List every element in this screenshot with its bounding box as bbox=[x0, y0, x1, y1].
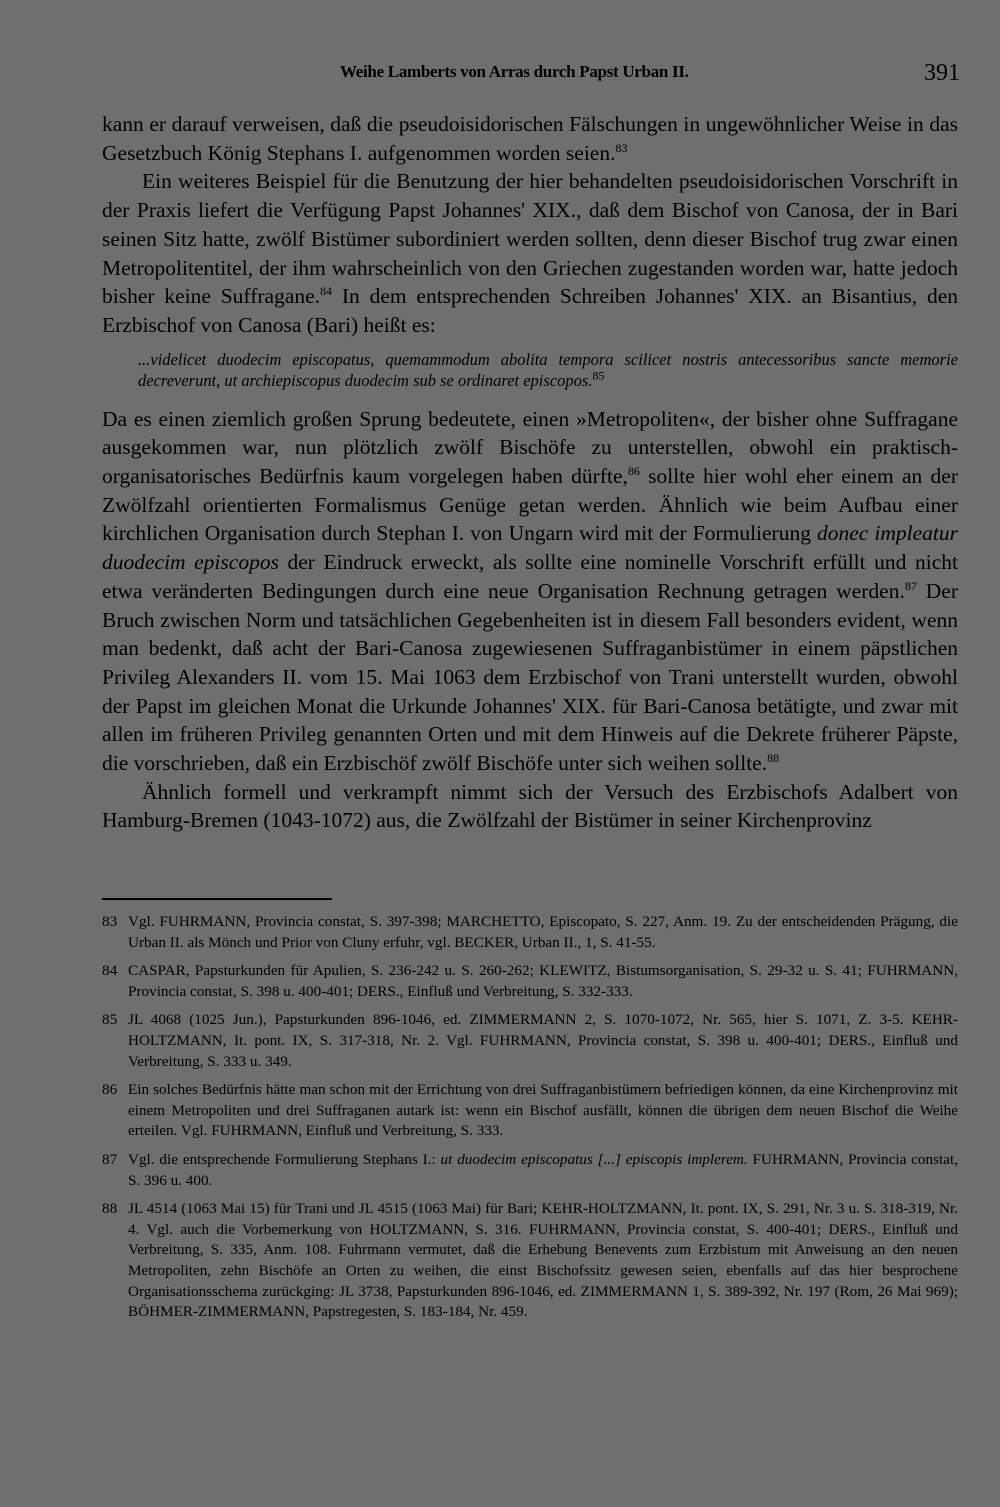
paragraph-text: Da es einen ziemlich großen Sprung bedeutete, einen »Metropoliten«, der bisher ohne Suffragane ausgekommen war, nun plötzlich zwölf Bischöfe zu unterstellen, obwohl ein praktisch-organisatorisches Bedürfnis kaum vorgelegen haben dürfte, bbox=[102, 406, 958, 489]
paragraph-text: In dem entsprechenden Schreiben Johannes' XIX. an Bisantius, den Erzbischof von Canosa (Bari) heißt es: bbox=[102, 284, 958, 337]
footnote-text bbox=[128, 1150, 958, 1191]
paragraph-text: der Eindruck erweckt, als sollte eine nominelle Vorschrift erfüllt und nicht etwa veränderten Bedingungen durch eine neue Organisation Rechnung getragen werden. bbox=[102, 550, 958, 603]
paragraph-text: kann er darauf verweisen, daß die pseudoisidorischen Fälschungen in ungewöhnlicher Weise in das Gesetzbuch König Stephans I. aufgenommen worden seien. bbox=[102, 112, 958, 165]
paragraph-1 bbox=[102, 110, 958, 167]
footnote-ref: 84 bbox=[320, 284, 333, 299]
italic-quotation: donec impleatur duodecim episcopos bbox=[102, 521, 958, 575]
footnote-text: Ein solches Bedürfnis hätte man schon mit der Errichtung von drei Suffraganbistümern befriedigen können, da eine Kirchenprovinz mit einem Metropoliten und drei Suffraganen autark ist: wenn ein Bischof ausfällt, können die übrigen dem neuen Bischof die Weihe erteilen. Vgl. FUHRMANN, Einfluß und Verbreitung, S. 333. bbox=[128, 1081, 958, 1140]
footnote-84 bbox=[102, 961, 958, 1002]
paragraph-text: sollte hier wohl eher einem an der Zwölfzahl orientierten Formalismus Genüge getan werden. Ähnlich wie beim Aufbau einer kirchlichen Organisation durch Stephan I. von Ungarn wird mit der Formulierung bbox=[102, 464, 958, 546]
footnote-85 bbox=[102, 1010, 958, 1072]
paragraph-3 bbox=[102, 405, 958, 778]
footnote-ref: 86 bbox=[627, 463, 640, 478]
footnote-text: CASPAR, Papsturkunden für Apulien, S. 236-242 u. S. 260-262; KLEWITZ, Bistumsorganisation, S. 29-32 u. S. 41; FUHRMANN, Provincia constat, S. 398 u. 400-401; DERS., Einfluß und Verbreitung, S. 332-333. bbox=[128, 962, 958, 1000]
paragraph-2 bbox=[102, 167, 958, 339]
footnote-number: 84 bbox=[102, 962, 118, 980]
footnote-number: 86 bbox=[102, 1081, 118, 1099]
paragraph-text: Der Bruch zwischen Norm und tatsächlichen Gegebenheiten ist in diesem Fall besonders evident, wenn man bedenkt, daß acht der Bari-Canosa zugewiesenen Suffraganbistümer in einem päpstlichen Privileg Alexanders II. vom 15. Mai 1063 dem Erzbischof von Trani unterstellt wurden, obwohl der Papst im gleichen Monat die Urkunde Johannes' XIX. für Bari-Canosa betätigte, und zwar mit allen im früheren Privileg genannten Orten und mit dem Hinweis auf die Dekrete früherer Päpste, die vorschrieben, daß ein Erzbischöf zwölf Bischöfe unter sich weihen sollte. bbox=[102, 578, 958, 776]
page-number: 391 bbox=[924, 60, 960, 86]
footnote-number: 83 bbox=[102, 913, 118, 930]
paragraph-text: Ein weiteres Beispiel für die Benutzung der hier behandelten pseudoisidorischen Vorschrift in der Praxis liefert die Verfügung Papst Johannes' XIX., daß dem Bischof von Canosa, der in Bari seinen Sitz hatte, zwölf Bistümer subordiniert werden sollten, denn dieser Bischof trug zwar einen Metropolitentitel, der ihm wahrscheinlich von den Griechen zugestanden worden war, hatte jedoch bisher keine Suffragane. bbox=[102, 169, 958, 309]
footnote-87 bbox=[102, 1150, 958, 1191]
footnote-divider bbox=[102, 898, 332, 900]
footnote-number: 87 bbox=[102, 1150, 118, 1168]
paragraph-4 bbox=[102, 778, 958, 835]
footnote-83 bbox=[102, 912, 958, 953]
footnote-text-part: FUHRMANN, Provincia constat, S. 396 u. 400. bbox=[128, 1150, 958, 1189]
footnote-ref: 83 bbox=[615, 140, 628, 155]
footnotes bbox=[102, 912, 958, 1331]
footnote-86 bbox=[102, 1080, 958, 1142]
footnote-italic-quotation: ut duodecim episcopatus [...] episcopis implerem. bbox=[440, 1150, 748, 1168]
footnote-ref: 87 bbox=[904, 578, 917, 593]
footnote-88 bbox=[102, 1199, 958, 1323]
quotation-text: ...videlicet duodecim episcopatus, quemammodum abolita tempora scilicet nostris antecessoribus sancte memorie decreverunt, ut archiepiscopus duodecim sub se ordinaret episcopos. bbox=[138, 349, 958, 390]
latin-quotation bbox=[138, 349, 958, 391]
running-head: Weihe Lamberts von Arras durch Papst Urban II. bbox=[340, 62, 689, 81]
footnote-ref: 88 bbox=[767, 750, 780, 765]
footnote-number: 88 bbox=[102, 1200, 118, 1218]
page-header bbox=[100, 60, 960, 88]
paragraph-text: Ähnlich formell und verkrampft nimmt sich der Versuch des Erzbischofs Adalbert von Hamburg-Bremen (1043-1072) aus, die Zwölfzahl der Bistümer in seiner Kirchenprovinz bbox=[102, 779, 958, 833]
footnote-text: JL 4068 (1025 Jun.), Papsturkunden 896-1046, ed. ZIMMERMANN 2, S. 1070-1072, Nr. 565, hier S. 1071, Z. 3-5. KEHR-HOLTZMANN, It. pont. IX, S. 317-318, Nr. 2. Vgl. FUHRMANN, Provincia constat, S. 398 u. 400-401; DERS., Einfluß und Verbreitung, S. 333 u. 349. bbox=[128, 1011, 958, 1070]
footnote-number: 85 bbox=[102, 1011, 118, 1029]
footnote-text: Vgl. FUHRMANN, Provincia constat, S. 397-398; MARCHETTO, Episcopato, S. 227, Anm. 19. Zu der entscheidenden Prägung, die Urban II. als Mönch und Prior von Cluny erfuhr, vgl. BECKER, Urban II., 1, S. 41-55. bbox=[128, 913, 958, 951]
footnote-text-part: Vgl. die entsprechende Formulierung Stephans I.: bbox=[128, 1150, 441, 1168]
footnote-ref: 85 bbox=[592, 368, 605, 383]
footnote-text: JL 4514 (1063 Mai 15) für Trani und JL 4515 (1063 Mai) für Bari; KEHR-HOLTZMANN, It. pont. IX, S. 291, Nr. 3 u. S. 318-319, Nr. 4. Vgl. auch die Vorbemerkung von HOLTZMANN, S. 316. FUHRMANN, Provincia constat, S. 400-401; DERS., Einfluß und Verbreitung, S. 335, Anm. 108. Fuhrmann vermutet, daß die Erhebung Benevents zum Erzbistum mit Anweisung an den neuen Metropoliten, zehn Bischöfe an Orten zu weihen, die einst Bischofssitz gewesen seien, ebenfalls auf das hier besprochene Organisationsschema zurückging: JL 3738, Papsturkunden 896-1046, ed. ZIMMERMANN 1, S. 389-392, Nr. 197 (Rom, 26 Mai 969); BÖHMER-ZIMMERMANN, Papstregesten, S. 183-184, Nr. 459. bbox=[128, 1200, 958, 1321]
main-text bbox=[102, 110, 958, 835]
